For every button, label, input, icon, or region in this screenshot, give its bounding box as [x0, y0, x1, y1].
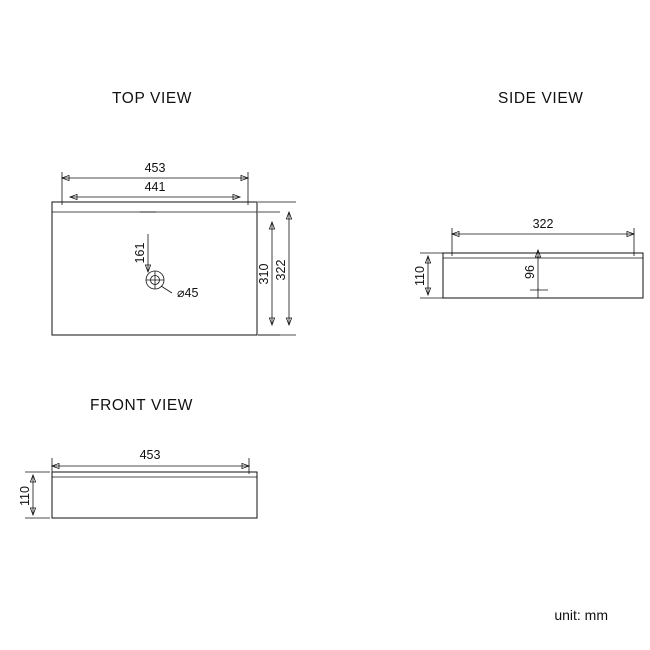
unit-label: unit: mm — [554, 607, 608, 623]
dim-top-drain-offset: 161 — [133, 242, 147, 264]
dim-side-drain-offset: 96 — [523, 265, 537, 279]
front-view-title: FRONT VIEW — [90, 397, 194, 414]
top-view-geometry — [52, 202, 257, 335]
dim-top-inner-depth: 310 — [257, 263, 271, 285]
dim-top-drain-diameter: ⌀45 — [177, 286, 199, 300]
side-view-geometry — [443, 253, 643, 298]
dim-top-inner-width: 441 — [144, 180, 166, 194]
side-view-title: SIDE VIEW — [498, 90, 584, 107]
dim-top-overall-depth: 322 — [274, 259, 288, 281]
dim-side-width: 322 — [532, 217, 554, 231]
dim-front-width: 453 — [139, 448, 161, 462]
dim-side-height: 110 — [413, 266, 427, 286]
dim-top-overall-width: 453 — [144, 161, 166, 175]
front-view-geometry — [52, 472, 257, 518]
top-view-title: TOP VIEW — [112, 90, 193, 107]
dim-front-height: 110 — [18, 486, 32, 506]
